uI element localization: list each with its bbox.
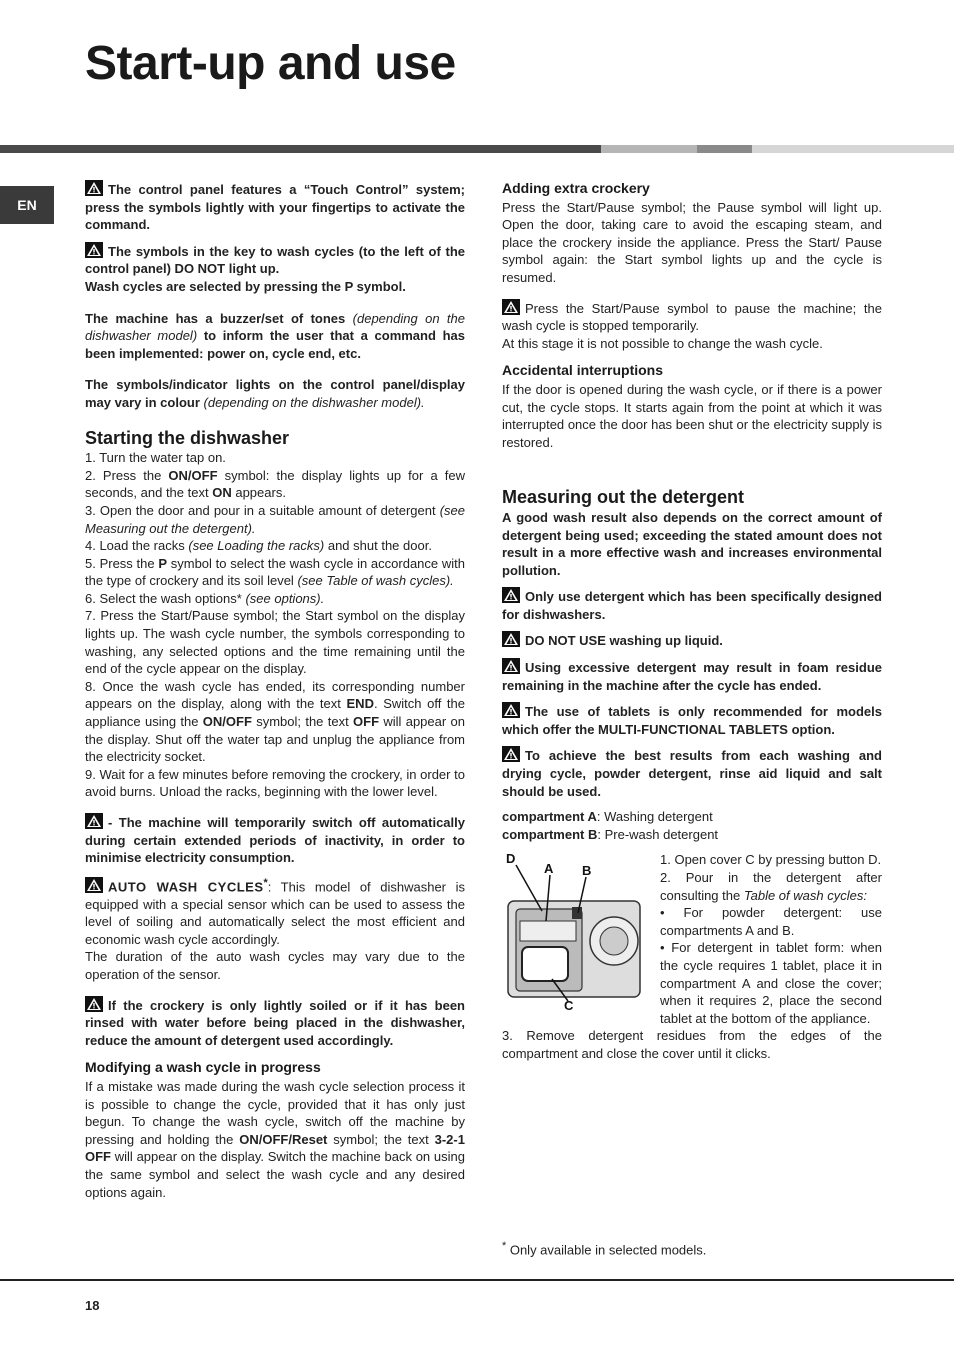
- header-bar-light: [601, 145, 697, 153]
- paragraph-modifying: If a mistake was made during the wash cycle selection process it is possible to change the cycle, provided that it has only just begun. To change the wash cycle, switch off the machine by pressing and holding the ON/OFF/Reset symbol; the text 3-2-1 OFF will appear on the display. Switch the machine back on using the same symbol and select the wash cycle and any desired options again.: [85, 1079, 465, 1200]
- warning-icon: [85, 813, 103, 829]
- heading-measuring: Measuring out the detergent: [502, 487, 745, 508]
- figure-label-b: B: [582, 863, 592, 879]
- warning-icon: [85, 996, 103, 1012]
- instructions-block: [502, 851, 882, 1062]
- step-6: 6. Select the wash options* (see options).: [85, 590, 325, 606]
- heading-accidental: Accidental interruptions: [502, 362, 664, 379]
- left-column: [85, 180, 465, 1209]
- warning-standby: - The machine will temporarily switch off automatically during certain extended periods of inactivity, in order to minimise electricity consumption.: [85, 815, 465, 866]
- figure-label-a: A: [544, 861, 554, 877]
- step-8: 8. Once the wash cycle has ended, its corresponding number appears on the display, along with the text END. Switch off the appliance using the ON/OFF symbol; the text OFF will appear on the display. Shut off the water tap and unplug the appliance from the electricity socket.: [85, 678, 466, 765]
- paragraph-accidental: If the door is opened during the wash cycle, or if there is a power cut, the cycle stops. It starts again from the point at which it was interrupted once the door has been shut or the electricity supply is restored.: [502, 381, 882, 450]
- heading-modifying: Modifying a wash cycle in progress: [85, 1059, 321, 1076]
- detergent-dispenser-figure: [502, 851, 652, 1011]
- warning-touch-control: The control panel features a “Touch Control” system; press the symbols lightly with your fingertips to activate the command.: [85, 182, 465, 233]
- compartment-b: compartment B: Pre-wash detergent: [502, 826, 719, 842]
- figure-label-d: D: [506, 851, 516, 867]
- warning-icon: [502, 299, 520, 315]
- warning-lightly-soiled: If the crockery is only lightly soiled or if it has been rinsed with water before being placed in the dishwasher, reduce the amount of detergent used accordingly.: [85, 997, 465, 1048]
- step-5: 5. Press the P symbol to select the wash cycle in accordance with the type of crockery and its soil level (see Table of wash cycles).: [85, 555, 465, 589]
- page-title: Start-up and use: [85, 37, 456, 90]
- step-3: 3. Open the door and pour in a suitable amount of detergent (see Measuring out the detergent).: [85, 502, 465, 536]
- warning-icon: [85, 242, 103, 258]
- step-7: 7. Press the Start/Pause symbol; the Start symbol on the display lights up. The wash cycle number, the symbols corresponding to washing, any selected options and the time remaining until the end of the cycle appear on the display.: [85, 608, 465, 677]
- paragraph-colour: The symbols/indicator lights on the control panel/display may vary in colour (depending on the dishwasher model).: [85, 377, 465, 410]
- instruction-tablet: • For detergent in tablet form: when the cycle requires 1 tablet, place it in compartment A and close the cover; when it requires 2, place the second tablet at the bottom of the appliance.: [660, 940, 882, 1026]
- language-tab: EN: [0, 186, 54, 224]
- paragraph-adding-crockery: Press the Start/Pause symbol; the Pause symbol will light up. Open the door, taking care to avoid the escaping steam, and place the crockery inside the appliance. Press the Start/ Pause symbol again: the Start symbol lights up and the cycle is resumed.: [502, 199, 882, 285]
- warning-icon: [502, 746, 520, 762]
- instruction-2: 2. Pour in the detergent after consulting the Table of wash cycles:: [660, 870, 882, 903]
- warning-pause: Press the Start/Pause symbol to pause the machine; the wash cycle is stopped temporarily.: [502, 300, 882, 334]
- right-column: [502, 180, 882, 1071]
- paragraph-good-wash: A good wash result also depends on the correct amount of detergent being used; exceeding the stated amount does not result in a more effective wash and increases environmental pollution.: [502, 509, 882, 578]
- warning-no-washing-liquid: DO NOT USE washing up liquid.: [502, 631, 882, 650]
- warning-icon: [85, 180, 103, 196]
- paragraph-buzzer: The machine has a buzzer/set of tones (depending on the dishwasher model) to inform the user that a command has been implemented: power on, cycle end, etc.: [85, 310, 465, 361]
- warning-specific-detergent: Only use detergent which has been specifically designed for dishwashers.: [502, 589, 882, 622]
- warning-icon: [85, 877, 103, 893]
- paragraph-p-symbol: Wash cycles are selected by pressing the P symbol.: [85, 278, 406, 294]
- warning-best-results: To achieve the best results from each washing and drying cycle, powder detergent, rinse aid liquid and salt should be used.: [502, 748, 882, 799]
- instruction-powder: • For powder detergent: use compartments A and B.: [660, 905, 882, 938]
- warning-icon: [502, 587, 520, 603]
- header-bar-pale: [752, 145, 954, 153]
- step-1: 1. Turn the water tap on.: [85, 450, 226, 466]
- page-number: 18: [85, 1298, 100, 1313]
- header-bar-dark: [0, 145, 601, 153]
- instruction-1: 1. Open cover C by pressing button D.: [660, 852, 882, 868]
- footer-rule: [0, 1279, 954, 1281]
- auto-wash-duration: The duration of the auto wash cycles may vary due to the operation of the sensor.: [85, 949, 465, 983]
- footnote: * Only available in selected models.: [502, 1240, 707, 1258]
- warning-icon: [502, 702, 520, 718]
- warning-icon: [502, 631, 520, 647]
- step-2: 2. Press the ON/OFF symbol: the display lights up for a few seconds, and the text ON appears.: [85, 467, 465, 501]
- step-9: 9. Wait for a few minutes before removing the crockery, in order to avoid burns. Unload the racks, beginning with the lower level.: [85, 766, 465, 800]
- warning-icon: [502, 658, 520, 674]
- heading-adding-crockery: Adding extra crockery: [502, 180, 650, 196]
- warning-tablets: The use of tablets is only recommended for models which offer the MULTI-FUNCTIONAL TABLETS option.: [502, 704, 882, 737]
- header-bar-mid: [697, 145, 752, 153]
- compartment-a: compartment A: Washing detergent: [502, 809, 713, 825]
- figure-label-c: C: [564, 998, 574, 1012]
- instruction-3: 3. Remove detergent residues from the edges of the compartment and close the cover until it clicks.: [502, 1028, 882, 1061]
- step-4: 4. Load the racks (see Loading the racks) and shut the door.: [85, 538, 432, 554]
- warning-excessive-detergent: Using excessive detergent may result in foam residue remaining in the machine after the cycle has ended.: [502, 660, 882, 693]
- heading-starting: Starting the dishwasher: [85, 427, 290, 448]
- auto-wash-cycles: AUTO WASH CYCLES*: This model of dishwasher is equipped with a special sensor which can be used to assess the level of soiling and automatically select the most efficient and economic wash cycle accordingly.: [85, 876, 465, 947]
- paragraph-cannot-change: At this stage it is not possible to change the wash cycle.: [502, 335, 823, 351]
- warning-symbols: The symbols in the key to wash cycles (to the left of the control panel) DO NOT light up.: [85, 243, 465, 277]
